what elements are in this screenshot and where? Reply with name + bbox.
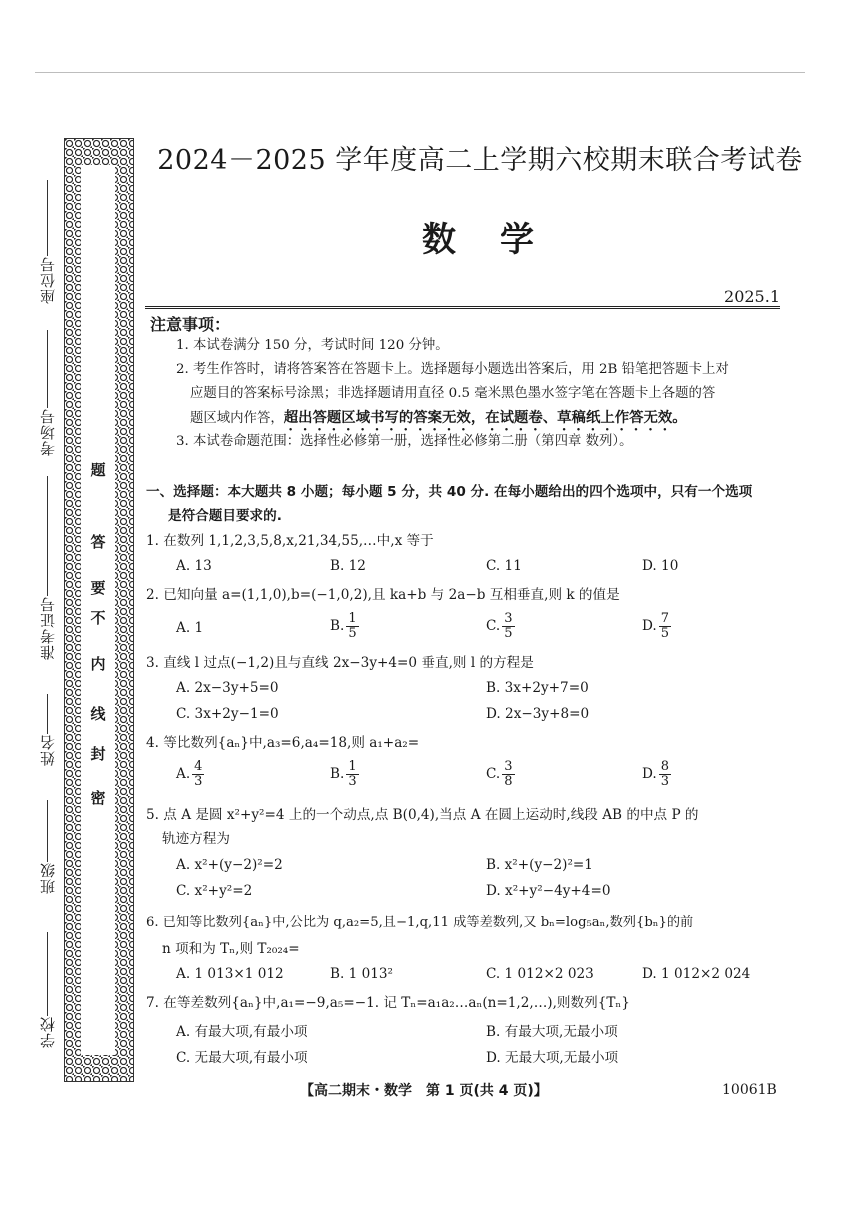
seal-char: 答: [90, 533, 106, 551]
note-item-2-cont: 应题目的答案标号涂黑；非选择题请用直径 0.5 毫米黑色墨水签字笔在答题卡上各题的答: [190, 386, 716, 401]
question-1-stem: 1. 在数列 1,1,2,3,5,8,x,21,34,55,…中,x 等于: [146, 533, 434, 549]
note-item-1: 1. 本试卷满分 150 分，考试时间 120 分钟。: [176, 338, 449, 353]
exam-room-field[interactable]: [28, 330, 66, 456]
q5-option-c[interactable]: C. x²+y²=2: [176, 883, 253, 899]
notes-heading: 注意事项：: [150, 315, 231, 334]
q7-option-c[interactable]: C. 无最大项,有最小项: [176, 1050, 308, 1066]
seal-char: 题: [90, 461, 106, 479]
note-item-3: 3. 本试卷命题范围：选择性必修第一册，选择性必修第二册（第四章 数列）。: [176, 434, 633, 449]
paper-code: 10061B: [722, 1082, 777, 1098]
q2-option-a[interactable]: A. 1: [176, 620, 204, 636]
fraction: $\frac{4}{3}$: [194, 759, 203, 789]
question-5-stem: 5. 点 A 是圆 x²+y²=4 上的一个动点,点 B(0,4),当点 A 在圆上运动时,线段 AB 的中点 P 的: [146, 807, 699, 823]
name-label: 姓名: [38, 734, 57, 766]
q3-option-a[interactable]: A. 2x−3y+5=0: [176, 680, 279, 696]
seat-number-label: 座位号: [38, 256, 57, 304]
class-field[interactable]: [28, 800, 66, 894]
binding-strip: [64, 138, 134, 1082]
q7-option-a[interactable]: A. 有最大项,有最小项: [176, 1024, 308, 1040]
seal-char: 封: [90, 745, 106, 763]
school-label: 学校: [38, 1016, 57, 1048]
subject-title: 数学: [422, 220, 578, 260]
q5-option-a[interactable]: A. x²+(y−2)²=2: [176, 857, 283, 873]
q2-option-b[interactable]: B. $\frac{1}{5}$: [330, 611, 357, 641]
fraction: $\frac{8}{3}$: [660, 759, 670, 789]
fraction: $\frac{3}{5}$: [504, 611, 513, 641]
note-warning: 超出答题区域书写的答案无效，在试题卷、草稿纸上作答无效。: [283, 410, 687, 426]
seal-char: 要: [90, 579, 106, 597]
q6-option-a[interactable]: A. 1 013×1 012: [176, 966, 284, 982]
seal-char: 内: [90, 655, 106, 673]
q6-option-d[interactable]: D. 1 012×2 024: [642, 966, 751, 982]
note-item-2: 2. 考生作答时，请将答案答在答题卡上。选择题每小题选出答案后，用 2B 铅笔把答题卡上对: [176, 362, 729, 377]
question-6-stem-cont: n 项和为 Tₙ,则 T₂₀₂₄=: [162, 941, 300, 957]
question-5-stem-cont: 轨迹方程为: [162, 831, 230, 847]
admission-number-label: 准考证号: [38, 596, 57, 660]
class-label: 班级: [38, 862, 57, 894]
seal-panel: [81, 165, 115, 1055]
question-4-stem: 4. 等比数列{aₙ}中,a₃=6,a₄=18,则 a₁+a₂=: [146, 735, 420, 751]
q5-option-d[interactable]: D. x²+y²−4y+4=0: [486, 883, 611, 899]
q4-option-d[interactable]: D. $\frac{8}{3}$: [642, 759, 670, 789]
q3-option-c[interactable]: C. 3x+2y−1=0: [176, 706, 279, 722]
q7-option-d[interactable]: D. 无最大项,无最小项: [486, 1050, 619, 1066]
q5-option-b[interactable]: B. x²+(y−2)²=1: [486, 857, 593, 873]
exam-title: 2024－2025 学年度高二上学期六校期末联合考试卷: [157, 145, 803, 176]
q7-option-b[interactable]: B. 有最大项,无最小项: [486, 1024, 618, 1040]
q1-option-b[interactable]: B. 12: [330, 558, 366, 574]
question-2-stem: 2. 已知向量 a=(1,1,0),b=(−1,0,2),且 ka+b 与 2a−b 互相垂直,则 k 的值是: [146, 587, 620, 603]
section-heading: 一、选择题：本大题共 8 小题；每小题 5 分，共 40 分. 在每小题给出的四个选项中，只有一个选项: [146, 484, 753, 500]
fraction: $\frac{3}{8}$: [504, 759, 513, 789]
note-item-2-end: 题区域内作答，超出答题区域书写的答案无效，在试题卷、草稿纸上作答无效。: [190, 410, 687, 426]
q6-option-b[interactable]: B. 1 013²: [330, 966, 393, 982]
q1-option-c[interactable]: C. 11: [486, 558, 522, 574]
q2-option-d[interactable]: D. $\frac{7}{5}$: [642, 611, 670, 641]
q4-option-b[interactable]: B. $\frac{1}{3}$: [330, 759, 357, 789]
q3-option-d[interactable]: D. 2x−3y+8=0: [486, 706, 590, 722]
exam-room-label: 考场号: [38, 408, 57, 456]
seal-char: 线: [90, 705, 106, 723]
q4-option-c[interactable]: C. $\frac{3}{8}$: [486, 759, 513, 789]
fraction: $\frac{1}{3}$: [348, 759, 357, 789]
q6-option-c[interactable]: C. 1 012×2 023: [486, 966, 594, 982]
exam-date: 2025.1: [724, 287, 780, 306]
seal-char: 不: [90, 609, 106, 627]
admission-number-field[interactable]: [28, 476, 66, 660]
question-3-stem: 3. 直线 l 过点(−1,2)且与直线 2x−3y+4=0 垂直,则 l 的方程是: [146, 655, 534, 671]
q3-option-b[interactable]: B. 3x+2y+7=0: [486, 680, 589, 696]
page-footer: 【高二期末・数学 第 1 页(共 4 页)】: [300, 1083, 548, 1099]
seal-char: 密: [90, 789, 106, 807]
q2-option-c[interactable]: C. $\frac{3}{5}$: [486, 611, 513, 641]
question-6-stem: 6. 已知等比数列{aₙ}中,公比为 q,a₂=5,且−1,q,11 成等差数列,又 bₙ=log₅aₙ,数列{bₙ}的前: [146, 915, 694, 930]
name-field[interactable]: [28, 694, 66, 766]
q1-option-a[interactable]: A. 13: [176, 558, 212, 574]
section-heading-cont: 是符合题目要求的.: [168, 508, 282, 524]
q1-option-d[interactable]: D. 10: [642, 558, 679, 574]
top-rule: [35, 72, 805, 73]
fraction: $\frac{1}{5}$: [348, 611, 357, 641]
seat-number-field[interactable]: [28, 180, 66, 304]
fraction: $\frac{7}{5}$: [660, 611, 670, 641]
header-rule: [145, 306, 780, 309]
school-field[interactable]: [28, 932, 66, 1048]
q4-option-a[interactable]: A. $\frac{4}{3}$: [176, 759, 203, 789]
question-7-stem: 7. 在等差数列{aₙ}中,a₁=−9,a₅=−1. 记 Tₙ=a₁a₂…aₙ(n=1,2,…),则数列{Tₙ}: [146, 995, 630, 1011]
